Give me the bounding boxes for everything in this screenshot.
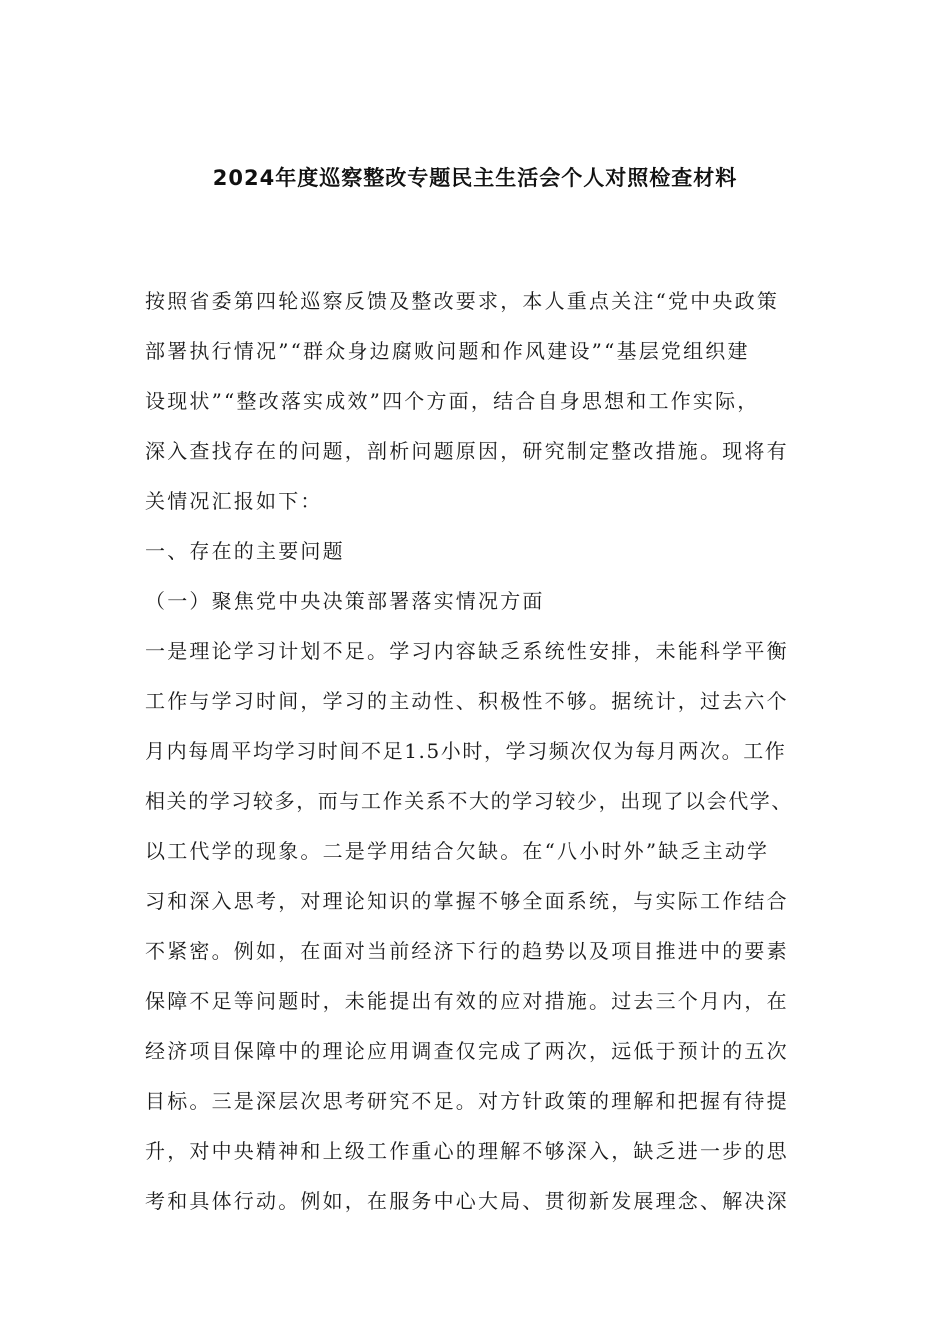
body-line: 按照省委第四轮巡察反馈及整改要求，本人重点关注“党中央政策 (145, 289, 780, 313)
body-line: 关情况汇报如下： (145, 489, 323, 513)
body-line: 考和具体行动。例如，在服务中心大局、贯彻新发展理念、解决深 (145, 1189, 789, 1213)
body-line: 不紧密。例如，在面对当前经济下行的趋势以及项目推进中的要素 (145, 939, 789, 963)
body-line: 一是理论学习计划不足。学习内容缺乏系统性安排，未能科学平衡 (145, 639, 789, 663)
body-line: 设现状”“整改落实成效”四个方面，结合自身思想和工作实际， (145, 389, 760, 413)
body-line: 部署执行情况”“群众身边腐败问题和作风建设”“基层党组织建 (145, 339, 750, 363)
body-line: 经济项目保障中的理论应用调查仅完成了两次，远低于预计的五次 (145, 1039, 789, 1063)
document-title: 2024年度巡察整改专题民主生活会个人对照检查材料 (212, 166, 738, 190)
body-line: 升，对中央精神和上级工作重心的理解不够深入，缺乏进一步的思 (145, 1139, 789, 1163)
body-line: 月内每周平均学习时间不足1.5小时，学习频次仅为每月两次。工作 (145, 739, 787, 763)
body-line: 相关的学习较多，而与工作关系不大的学习较少，出现了以会代学、 (145, 789, 793, 813)
body-line: 以工代学的现象。二是学用结合欠缺。在“八小时外”缺乏主动学 (145, 839, 770, 863)
body-line: 工作与学习时间，学习的主动性、积极性不够。据统计，过去六个 (145, 689, 789, 713)
subsection-heading: （一）聚焦党中央决策部署落实情况方面 (145, 589, 545, 613)
body-line: 目标。三是深层次思考研究不足。对方针政策的理解和把握有待提 (145, 1089, 789, 1113)
body-line: 习和深入思考，对理论知识的掌握不够全面系统，与实际工作结合 (145, 889, 789, 913)
document-body (145, 283, 807, 1233)
body-line: 深入查找存在的问题，剖析问题原因，研究制定整改措施。现将有 (145, 439, 789, 463)
body-line: 保障不足等问题时，未能提出有效的应对措施。过去三个月内，在 (145, 989, 789, 1013)
section-heading: 一、存在的主要问题 (145, 539, 345, 563)
